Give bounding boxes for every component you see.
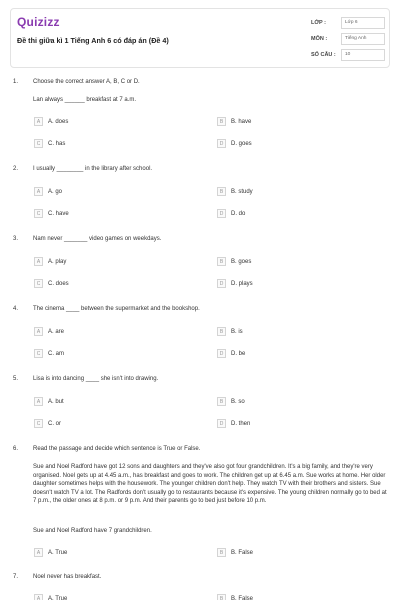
option-letter-box: B: [217, 257, 226, 266]
option-text: C. or: [48, 420, 62, 427]
meta-value: Lớp 6: [341, 17, 385, 29]
option-letter-box: A: [34, 257, 43, 266]
option-letter-box: D: [217, 419, 226, 428]
question-number: 1.: [13, 79, 19, 85]
option-text: D. plays: [231, 280, 253, 287]
option-letter-box: C: [34, 419, 43, 428]
option-letter-box: B: [217, 548, 226, 557]
question-number: 4.: [13, 306, 19, 312]
option-text: C. does: [48, 280, 69, 287]
option-letter-box: D: [217, 279, 226, 288]
option-b[interactable]: [217, 117, 251, 126]
option-text: B. goes: [231, 258, 252, 265]
option-letter-box: D: [217, 349, 226, 358]
option-text: B. study: [231, 188, 253, 195]
option-c[interactable]: [34, 209, 69, 218]
option-b[interactable]: [217, 594, 253, 600]
question-instruction: Choose the correct answer A, B, C or D.: [33, 79, 140, 85]
meta-value: 10: [341, 49, 385, 61]
option-letter-box: C: [34, 209, 43, 218]
option-d[interactable]: [217, 279, 253, 288]
option-a[interactable]: [34, 548, 67, 557]
option-letter-box: A: [34, 327, 43, 336]
option-c[interactable]: [34, 419, 61, 428]
option-c[interactable]: [34, 349, 64, 358]
question-instruction: Read the passage and decide which sentence is True or False.: [33, 446, 201, 452]
quizizz-logo: Quizizz: [17, 15, 60, 29]
question-stem: I usually ________ in the library after school.: [33, 166, 153, 172]
option-letter-box: A: [34, 594, 43, 600]
option-letter-box: B: [217, 594, 226, 600]
option-text: A. but: [48, 398, 64, 405]
document-title: Đề thi giữa kì 1 Tiếng Anh 6 có đáp án (Đề 4): [17, 36, 169, 45]
meta-row-subject: [311, 31, 385, 47]
meta-row-count: [311, 47, 385, 63]
option-letter-box: B: [217, 327, 226, 336]
document-header: [10, 8, 390, 68]
option-a[interactable]: [34, 117, 68, 126]
meta-label: SỐ CÂU :: [311, 52, 336, 58]
option-b[interactable]: [217, 327, 243, 336]
option-text: D. then: [231, 420, 251, 427]
option-text: C. has: [48, 140, 66, 147]
question-number: 6.: [13, 446, 19, 452]
question-number: 2.: [13, 166, 19, 172]
option-letter-box: B: [217, 397, 226, 406]
meta-label: MÔN :: [311, 36, 328, 42]
question-stem: Noel never has breakfast.: [33, 574, 102, 580]
option-text: B. so: [231, 398, 245, 405]
option-a[interactable]: [34, 187, 62, 196]
question-number: 7.: [13, 574, 19, 580]
meta-row-class: [311, 15, 385, 31]
option-text: B. False: [231, 595, 254, 600]
option-a[interactable]: [34, 397, 64, 406]
option-b[interactable]: [217, 397, 245, 406]
option-letter-box: D: [217, 209, 226, 218]
option-d[interactable]: [217, 349, 245, 358]
option-text: D. be: [231, 350, 246, 357]
option-letter-box: D: [217, 139, 226, 148]
option-d[interactable]: [217, 139, 252, 148]
option-text: B. have: [231, 118, 252, 125]
option-b[interactable]: [217, 187, 253, 196]
option-c[interactable]: [34, 279, 69, 288]
question-stem: The cinema ____ between the supermarket and the bookshop.: [33, 306, 200, 312]
option-d[interactable]: [217, 209, 245, 218]
option-letter-box: A: [34, 117, 43, 126]
option-b[interactable]: [217, 548, 253, 557]
option-a[interactable]: [34, 327, 64, 336]
option-c[interactable]: [34, 139, 65, 148]
question-stem: Nam never _______ video games on weekdays.: [33, 236, 162, 242]
question-number: 5.: [13, 376, 19, 382]
option-letter-box: B: [217, 187, 226, 196]
option-text: C. am: [48, 350, 65, 357]
document-meta: [311, 15, 385, 63]
option-text: A. are: [48, 328, 65, 335]
option-d[interactable]: [217, 419, 250, 428]
reading-passage: Sue and Noel Radford have got 12 sons and daughters and they've also got four grandchildren. It's a big family, and they're very organised. Noel gets up at 4.45 a.m., has breakfast and goes to work. The children get up at 6.45 a.m. Sue works at home. Her older daughter sometimes helps with the housework. The younger children don't help. They watch TV with their brothers and sisters. Sue doesn't watch TV a lot. The Radfords don't usually go to restaurants because it's expensive. The young children normally go to bed at 7 p.m., the older ones at 8 p.m. or 9 p.m. And their parents go to bed just before 10 p.m.: [33, 464, 387, 505]
option-text: A. play: [48, 258, 67, 265]
option-text: A. True: [48, 595, 68, 600]
option-a[interactable]: [34, 594, 67, 600]
option-text: D. goes: [231, 140, 252, 147]
option-letter-box: B: [217, 117, 226, 126]
option-letter-box: A: [34, 187, 43, 196]
option-b[interactable]: [217, 257, 251, 266]
question-stem: Lan always ______ breakfast at 7 a.m.: [33, 97, 137, 103]
meta-value: Tiếng Anh: [341, 33, 385, 45]
option-letter-box: A: [34, 548, 43, 557]
option-letter-box: A: [34, 397, 43, 406]
option-text: B. False: [231, 549, 254, 556]
option-text: B. is: [231, 328, 243, 335]
option-letter-box: C: [34, 139, 43, 148]
option-a[interactable]: [34, 257, 66, 266]
option-letter-box: C: [34, 279, 43, 288]
option-text: A. go: [48, 188, 63, 195]
question-stem: Sue and Noel Radford have 7 grandchildren.: [33, 528, 152, 534]
option-text: A. does: [48, 118, 69, 125]
option-text: A. True: [48, 549, 68, 556]
question-stem: Lisa is into dancing ____ she isn't into drawing.: [33, 376, 159, 382]
option-letter-box: C: [34, 349, 43, 358]
option-text: D. do: [231, 210, 246, 217]
question-number: 3.: [13, 236, 19, 242]
meta-label: LỚP :: [311, 20, 326, 26]
option-text: C. have: [48, 210, 69, 217]
